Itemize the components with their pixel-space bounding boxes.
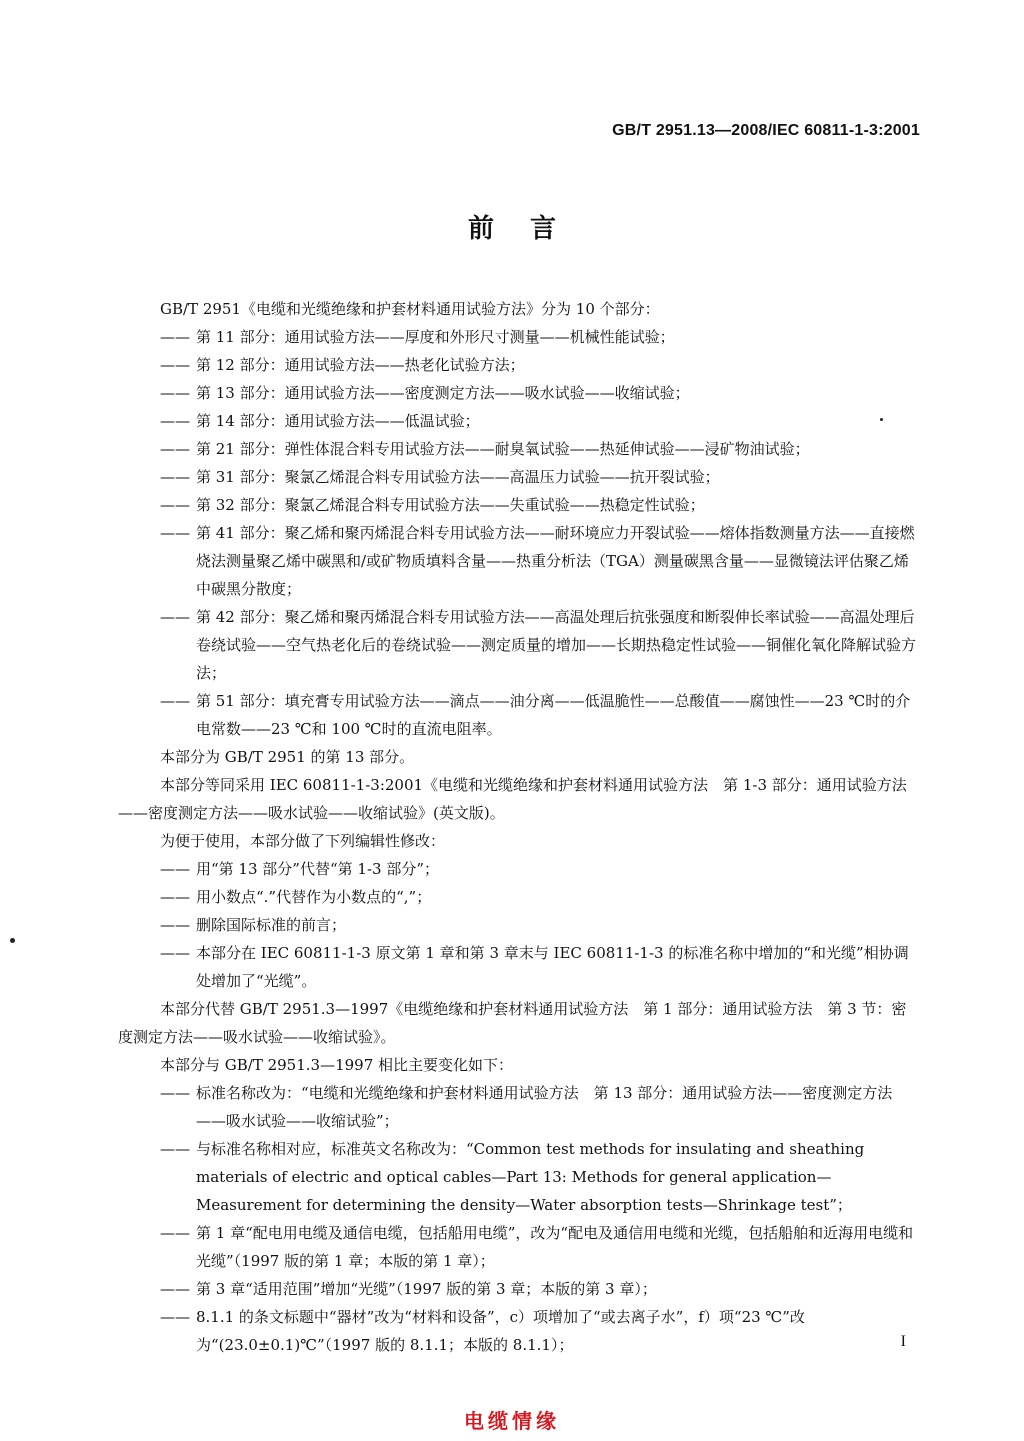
paragraph: 为便于使用，本部分做了下列编辑性修改： [160,832,446,850]
list-item-text: 标准名称改为：“电缆和光缆绝缘和护套材料通用试验方法 第 13 部分：通用试验方法——密度测定方法——吸水试验——收缩试验”； [196,1084,893,1130]
dash-mark: —— [160,1280,190,1298]
paragraph: 本部分代替 GB/T 2951.3—1997《电缆绝缘和护套材料通用试验方法 第 1 部分：通用试验方法 第 3 节：密度测定方法——吸水试验——收缩试验》。 [118,1000,907,1046]
dash-mark: —— [160,356,190,374]
list-item-text: 本部分在 IEC 60811-1-3 原文第 1 章和第 3 章末与 IEC 60811-1-3 的标准名称中增加的“和光缆”相协调处增加了“光缆”。 [196,944,909,990]
list-item [118,1303,918,1359]
dash-mark: —— [160,524,190,542]
list-item [118,351,918,379]
scan-speck [880,418,883,421]
list-item [118,687,918,743]
footer-stamp: 电缆情缘 [464,1409,560,1433]
list-item-text: 第 14 部分：通用试验方法——低温试验； [196,412,480,430]
list-item-text: 第 1 章“配电用电缆及通信电缆，包括船用电缆”，改为“配电及通信用电缆和光缆，包括船舶和近海用电缆和光缆”（1997 版的第 1 章；本版的第 1 章）； [196,1224,914,1270]
paragraph: GB/T 2951《电缆和光缆绝缘和护套材料通用试验方法》分为 10 个部分： [160,300,660,318]
list-item [118,519,918,603]
paragraph: 本部分等同采用 IEC 60811-1-3:2001《电缆和光缆绝缘和护套材料通用试验方法 第 1-3 部分：通用试验方法——密度测定方法——吸水试验——收缩试验》(英文版)。 [118,776,907,822]
scan-speck [10,938,15,943]
list-item-text: 用“第 13 部分”代替“第 1-3 部分”； [196,860,439,878]
list-item-text: 第 21 部分：弹性体混合料专用试验方法——耐臭氧试验——热延伸试验——浸矿物油试验； [196,440,810,458]
list-item [118,603,918,687]
list-item [118,1135,918,1219]
dash-mark: —— [160,412,190,430]
dash-mark: —— [160,468,190,486]
dash-mark: —— [160,916,190,934]
dash-mark: —— [160,1140,190,1158]
list-item [118,883,918,911]
list-item [118,855,918,883]
list-item [118,1275,918,1303]
list-item-text: 第 32 部分：聚氯乙烯混合料专用试验方法——失重试验——热稳定性试验； [196,496,705,514]
list-item-text: 第 12 部分：通用试验方法——热老化试验方法； [196,356,525,374]
dash-mark: —— [160,1224,190,1242]
list-item-text: 第 13 部分：通用试验方法——密度测定方法——吸水试验——收缩试验； [196,384,690,402]
paragraph: 本部分为 GB/T 2951 的第 13 部分。 [160,748,415,766]
page-number: I [900,1333,906,1350]
list-item [118,435,918,463]
list-item [118,1219,918,1275]
dash-mark: —— [160,692,190,710]
list-item-text: 第 41 部分：聚乙烯和聚丙烯混合料专用试验方法——耐环境应力开裂试验——熔体指数测量方法——直接燃烧法测量聚乙烯中碳黑和/或矿物质填料含量——热重分析法（TGA）测量碳黑含量——显微镜法评估聚乙烯中碳黑分散度； [196,524,915,598]
list-item [118,911,918,939]
list-item-text: 第 11 部分：通用试验方法——厚度和外形尺寸测量——机械性能试验； [196,328,675,346]
list-item [118,491,918,519]
standard-code: GB/T 2951.13—2008/IEC 60811-1-3:2001 [612,122,920,139]
list-item-text: 删除国际标准的前言； [196,916,347,934]
page-title: 前言 [467,214,592,244]
dash-mark: —— [160,944,190,962]
list-item [118,939,918,995]
list-item-text: 第 31 部分：聚氯乙烯混合料专用试验方法——高温压力试验——抗开裂试验； [196,468,720,486]
list-item-text: 与标准名称相对应，标准英文名称改为：“Common test methods for insulating and sheathing materials of electric and optical cables—Part 13: Methods for general application—Measurement for determining the density—Water absorption tests—Shrinkage test”； [196,1140,865,1214]
dash-mark: —— [160,888,190,906]
list-item-text: 第 51 部分：填充膏专用试验方法——滴点——油分离——低温脆性——总酸值——腐蚀性——23 ℃时的介电常数——23 ℃和 100 ℃时的直流电阻率。 [196,692,911,738]
list-item-text: 第 3 章“适用范围”增加“光缆”（1997 版的第 3 章；本版的第 3 章）； [196,1280,657,1298]
list-item-text: 用小数点“.”代替作为小数点的“,”； [196,888,432,906]
dash-mark: —— [160,860,190,878]
dash-mark: —— [160,384,190,402]
dash-mark: —— [160,328,190,346]
dash-mark: —— [160,1084,190,1102]
list-item-text: 第 42 部分：聚乙烯和聚丙烯混合料专用试验方法——高温处理后抗张强度和断裂伸长率试验——高温处理后卷绕试验——空气热老化后的卷绕试验——测定质量的增加——长期热稳定性试验——铜催化氧化降解试验方法； [196,608,917,682]
paragraph: 本部分与 GB/T 2951.3—1997 相比主要变化如下： [160,1056,514,1074]
dash-mark: —— [160,608,190,626]
list-item [118,323,918,351]
list-item-text: 8.1.1 的条文标题中“器材”改为“材料和设备”，c）项增加了“或去离子水”，f）项“23 ℃”改为“(23.0±0.1)℃”（1997 版的 8.1.1；本版的 8.1.1）； [196,1308,805,1354]
dash-mark: —— [160,496,190,514]
list-item [118,1079,918,1135]
dash-mark: —— [160,440,190,458]
list-item [118,463,918,491]
list-item [118,407,918,435]
dash-mark: —— [160,1308,190,1326]
list-item [118,379,918,407]
document-body [118,295,918,1359]
